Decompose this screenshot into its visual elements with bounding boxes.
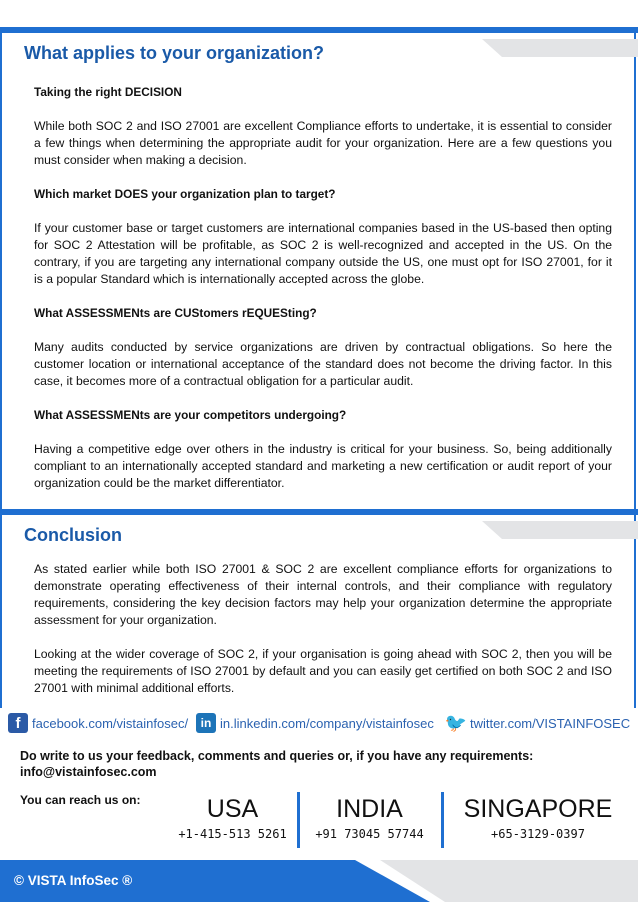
subheading: Taking the right DECISION — [34, 85, 182, 99]
facebook-icon: f — [8, 713, 28, 733]
reach-label: You can reach us on: — [20, 793, 141, 807]
section-title: Conclusion — [24, 525, 122, 545]
paragraph: If your customer base or target customers are international companies based in the US-based then opting for SOC 2 Attestation will be profitable, as SOC 2 is well-recognized and accepted in the US. On the contrary, if you are targeting any international company outside the US, one must opt for ISO 27001, for it is a popular Standard which is internationally accepted across the globe. — [34, 221, 612, 286]
location-name: SINGAPORE — [463, 795, 613, 823]
paragraph: Having a competitive edge over others in the industry is critical for your business. So, being additionally compliant to an internationally accepted standard and marketing a new certification or audit report of your organization could be the market differentiator. — [34, 442, 612, 490]
paragraph: As stated earlier while both ISO 27001 & SOC 2 are excellent compliance efforts for organizations to demonstrate operating effectiveness of their internal controls, and their compliance with regulatory requirements, considering the key decision factors may help your organization determine the appropriate assessment for your organization. — [34, 562, 612, 627]
feedback-text: Do write to us your feedback, comments and queries or, if you have any requirements: info@vistainfosec.com — [20, 749, 534, 779]
facebook-link[interactable] — [8, 713, 188, 733]
linkedin-link[interactable] — [196, 713, 434, 733]
location-phone: +1-415-513 5261 — [178, 827, 287, 841]
section-topbar-slant — [470, 509, 638, 539]
paragraph: While both SOC 2 and ISO 27001 are excellent Compliance efforts to undertake, it is essential to consider a few things when determining the appropriate audit for your organization. Here are a few questions you must consider when making a decision. — [34, 119, 612, 167]
location-phone: +91 73045 57744 — [315, 827, 424, 841]
location-name: INDIA — [336, 795, 403, 823]
location-india — [302, 795, 437, 841]
location-name: USA — [206, 795, 259, 823]
section-title: What applies to your organization? — [24, 43, 325, 63]
linkedin-icon: in — [196, 713, 216, 733]
subheading: What ASSESSMENts are CUStomers rEQUESting? — [34, 306, 317, 320]
location-phone: +65-3129-0397 — [491, 827, 585, 841]
facebook-label: facebook.com/vistainfosec/ — [32, 715, 189, 731]
section-topbar — [0, 509, 478, 515]
divider — [297, 792, 300, 848]
section-topbar — [0, 27, 478, 33]
section-body — [34, 84, 612, 509]
location-singapore — [448, 795, 628, 841]
subheading: What ASSESSMENts are your competitors undergoing? — [34, 408, 347, 422]
twitter-label: twitter.com/VISTAINFOSEC — [470, 715, 631, 731]
paragraph: Looking at the wider coverage of SOC 2, if your organisation is going ahead with SOC 2, then you will be meeting the requirements of ISO 27001 by default and you can easily get certified on both SOC 2 and ISO 27001 with minimal additional efforts. — [34, 647, 612, 695]
linkedin-label: in.linkedin.com/company/vistainfosec — [220, 715, 434, 731]
subheading: Which market DOES your organization plan to target? — [34, 187, 336, 201]
section-topbar-slant — [470, 27, 638, 57]
twitter-link[interactable] — [446, 713, 630, 733]
paragraph: Many audits conducted by service organizations are driven by contractual obligations. So here the customer location or international acceptance of the standard does not become the driving factor. In this case, it becomes more of a contractual obligation for a particular audit. — [34, 340, 612, 388]
social-links — [8, 713, 630, 735]
section-body — [34, 561, 612, 714]
divider — [441, 792, 444, 848]
twitter-icon: 🐦 — [444, 712, 468, 733]
copyright: © VISTA InfoSec ® — [14, 873, 133, 888]
location-usa — [170, 795, 295, 841]
